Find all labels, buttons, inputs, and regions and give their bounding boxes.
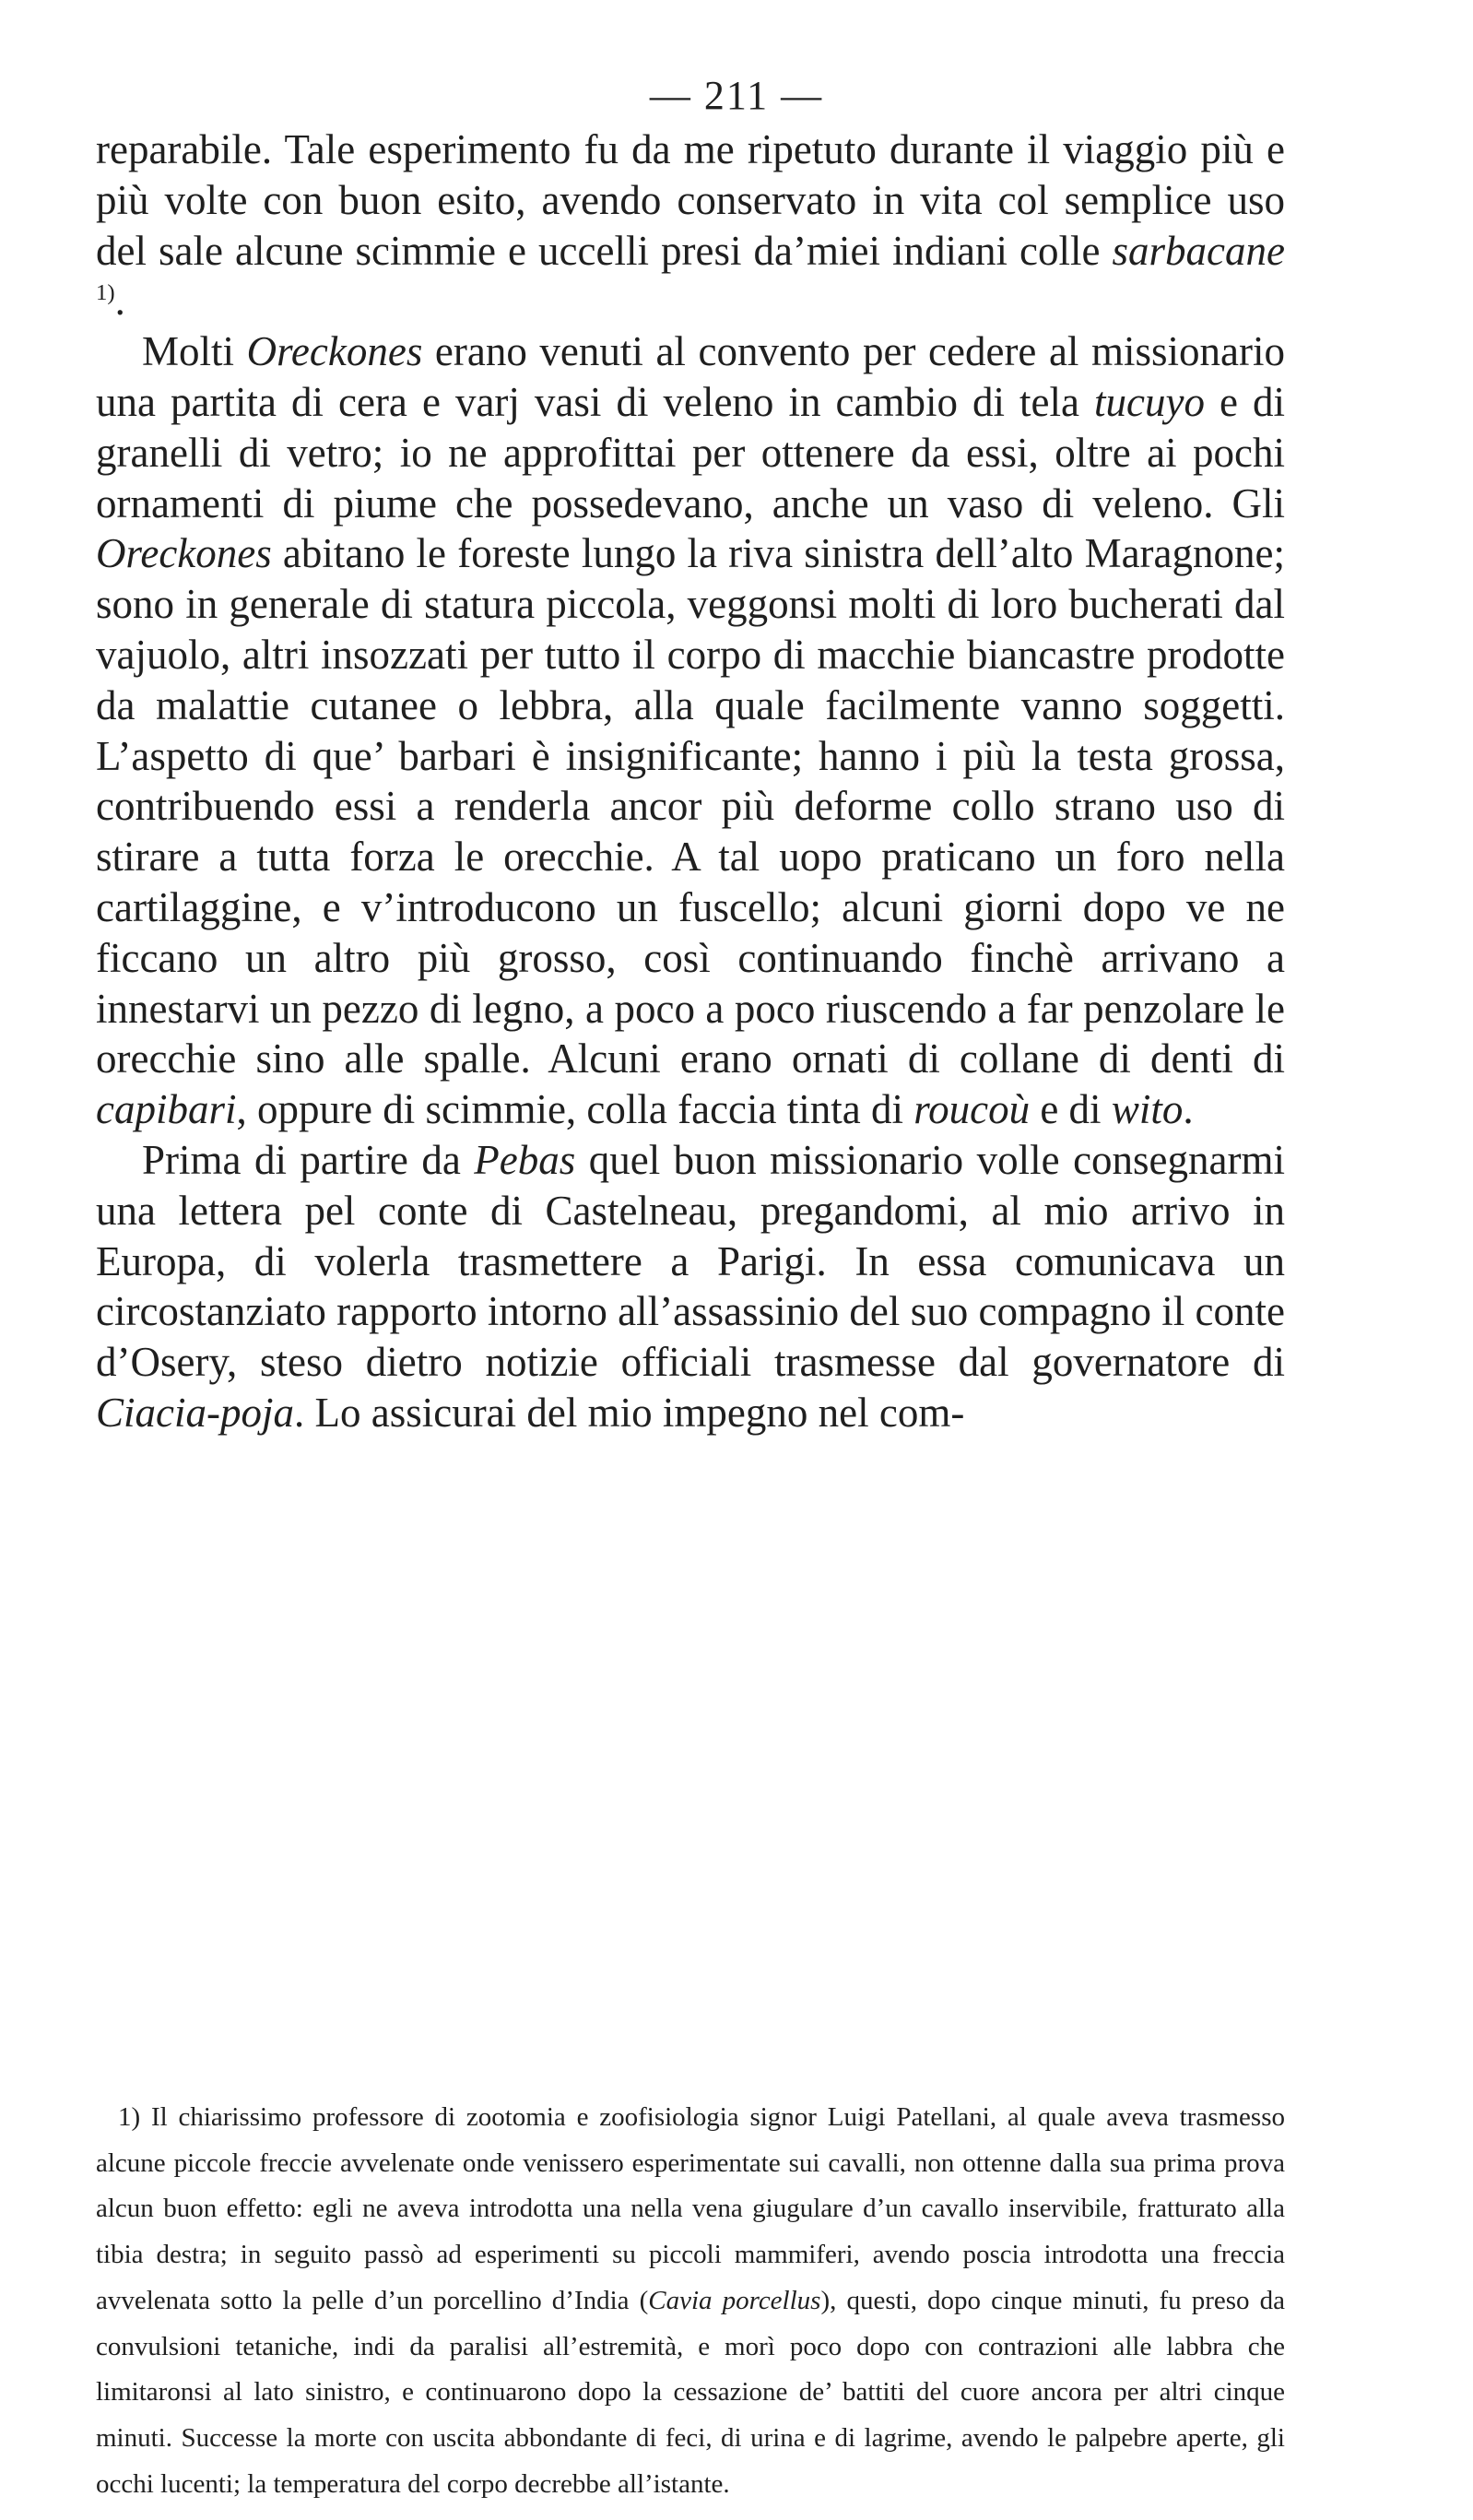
- text-run: quel buon missionario volle consegnarmi una lettera pel conte di Castelneau, pregandomi, al mio arrivo in Europa, di volerla trasmettere a Parigi. In essa comunicava un circostanziato rapporto intorno all’assassinio del suo compagno il conte d’Osery, steso dietro notizie officiali trasmesse dal governatore di: [96, 1136, 1285, 1386]
- italic-term: Cavia porcellus: [648, 2285, 821, 2315]
- footnote-1: [96, 2095, 1285, 2507]
- text-run: e di granelli di vetro; io ne approfittai per ottenere da essi, oltre ai pochi ornamenti di piume che possedevano, anche un vaso di veleno. Gli: [96, 378, 1285, 526]
- italic-term: sarbacane: [1112, 227, 1285, 274]
- footnote-reference: 1): [96, 280, 115, 306]
- italic-term: roucoù: [913, 1086, 1031, 1133]
- text-run: ), questi, dopo cinque minuti, fu preso da convulsioni tetaniche, indi da paralisi all’estremità, e morì poco dopo con contrazioni alle labbra che limitaronsi al lato sinistro, e continuarono dopo la cessazione de’ battiti del cuore ancora per altri cinque minuti. Successe la morte con uscita abbondante di feci, di urina e di lagrime, avendo le palpebre aperte, gli occhi lucenti; la temperatura del corpo decrebbe all’istante.: [96, 2285, 1285, 2499]
- italic-term: Ciacia-poja: [96, 1389, 294, 1436]
- italic-term: Oreckones: [96, 530, 272, 577]
- page-number: — 211 —: [649, 73, 824, 118]
- paragraph-2: [96, 326, 1285, 1135]
- text-run: abitano le foreste lungo la riva sinistra dell’alto Maragnone; sono in generale di statura piccola, veggonsi molti di loro bucherati dal vajuolo, altri insozzati per tutto il corpo di macchie biancastre prodotte da malattie cutanee o lebbra, alla quale facilmente vanno soggetti. L’aspetto di que’ barbari è insignificante; hanno i più la testa grossa, contribuendo essi a renderla ancor più deforme collo strano uso di stirare a tutta forza le orecchie. A tal uopo praticano un foro nella cartilaggine, e v’introducono un fuscello; alcuni giorni dopo ve ne ficcano un altro più grosso, così continuando finchè arrivano a innestarvi un pezzo di legno, a poco a poco riuscendo a far penzolare le orecchie sino alle spalle. Alcuni erano ornati di collane di denti di: [96, 530, 1285, 1083]
- text-run: erano venuti al convento per cedere al missionario una partita di cera e varj vasi di veleno in cambio di tela: [96, 328, 1285, 425]
- text-run: Molti: [142, 328, 247, 375]
- paragraph-3: [96, 1135, 1285, 1438]
- italic-term: capibari: [96, 1086, 237, 1133]
- italic-term: Oreckones: [246, 328, 423, 375]
- text-run: .: [1183, 1086, 1194, 1133]
- footnotes: [96, 2095, 1285, 2507]
- text-run: , oppure di scimmie, colla faccia tinta di: [236, 1086, 914, 1133]
- text-run: reparabile. Tale esperimento fu da me ripetuto durante il viaggio più e più volte con buon esito, avendo conservato in vita col semplice uso del sale alcune scimmie e uccelli presi da’miei indiani colle: [96, 126, 1285, 274]
- paragraph-1: [96, 124, 1285, 326]
- italic-term: wito: [1111, 1086, 1184, 1133]
- text-run: . Lo assicurai del mio impegno nel com-: [293, 1389, 965, 1436]
- text-run: .: [114, 278, 125, 325]
- text-run: 1) Il chiarissimo professore di zootomia e zoofisiologia signor Luigi Patellani, al quale aveva trasmesso alcune piccole freccie avvelenate onde venissero esperimentate sui cavalli, non ottenne dalla sua prima prova alcun buon effetto: egli ne aveva introdotta una nella vena giugulare d’un cavallo inservibile, fratturato alla tibia destra; in seguito passò ad esperimenti su piccoli mammiferi, avendo poscia introdotta una freccia avvelenata sotto la pelle d’un porcellino d’India (: [96, 2102, 1285, 2315]
- text-run: e di: [1030, 1086, 1112, 1133]
- italic-term: tucuyo: [1094, 378, 1205, 425]
- text-run: Prima di partire da: [142, 1136, 475, 1183]
- italic-term: Pebas: [474, 1136, 576, 1183]
- main-text: [96, 124, 1285, 1438]
